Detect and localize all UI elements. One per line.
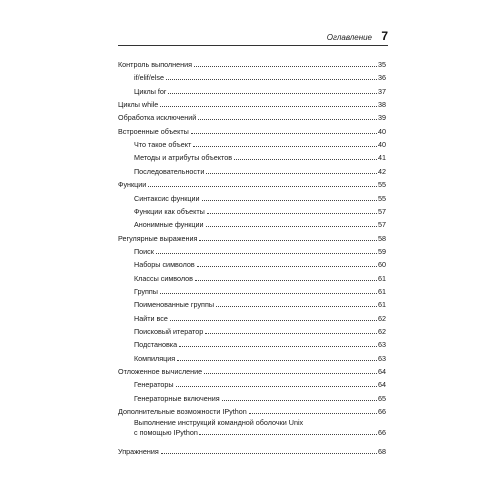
toc-entry-page: 37 — [378, 86, 386, 96]
running-header-title: Оглавление — [326, 33, 372, 42]
dot-leader — [160, 293, 377, 294]
toc-subentry — [134, 191, 386, 203]
toc-entry-label: Поиск — [134, 246, 154, 256]
toc-subentry — [134, 337, 386, 349]
dot-leader — [179, 346, 377, 347]
dot-leader — [199, 240, 377, 241]
toc-subentry — [134, 244, 386, 256]
toc-entry — [118, 110, 386, 122]
toc-entry-label: Подстановка — [134, 340, 178, 350]
header-rule — [118, 45, 388, 46]
toc-entry-label: Отложенное вычисление — [118, 367, 203, 377]
dot-leader — [170, 320, 377, 321]
toc-entry-label: Генераторные включения — [134, 393, 220, 403]
toc-subentry — [134, 351, 386, 363]
toc-entry-page: 64 — [378, 367, 386, 377]
toc-subentry — [134, 311, 386, 323]
toc-entry-label: Упражнения — [118, 447, 159, 457]
toc-entry-page: 59 — [378, 246, 386, 256]
dot-leader — [160, 106, 377, 107]
dot-leader — [197, 266, 377, 267]
dot-leader — [194, 66, 377, 67]
toc-entry-page: 62 — [378, 313, 386, 323]
toc-entry-page: 65 — [378, 393, 386, 403]
toc-entry-page: 66 — [378, 427, 386, 437]
toc-entry-page: 40 — [378, 140, 386, 150]
toc-entry-label: Методы и атрибуты объектов — [134, 153, 233, 163]
toc-entry — [118, 177, 386, 189]
toc-entry-page: 61 — [378, 300, 386, 310]
running-header — [118, 28, 388, 46]
toc-entry-page: 41 — [378, 153, 386, 163]
toc-subentry — [134, 324, 386, 336]
dot-leader — [198, 119, 377, 120]
toc-entry-label-line2: с помощью IPython — [134, 427, 198, 437]
dot-leader — [193, 146, 377, 147]
dot-leader — [222, 400, 377, 401]
toc-subentry — [134, 137, 386, 149]
toc-subentry — [134, 271, 386, 283]
dot-leader — [216, 306, 377, 307]
toc-entry-page: 35 — [378, 60, 386, 69]
dot-leader — [156, 253, 377, 254]
toc-entry-label: Последовательности — [134, 166, 205, 176]
toc-entry-page: 39 — [378, 113, 386, 123]
dot-leader — [207, 213, 377, 214]
toc-entry-page: 57 — [378, 220, 386, 230]
toc-entry-page: 68 — [378, 447, 386, 457]
toc-entry-label: Классы символов — [134, 273, 193, 283]
toc-entry-label: Генераторы — [134, 380, 174, 390]
dot-leader — [168, 93, 377, 94]
dot-leader — [206, 173, 377, 174]
toc-entry — [118, 404, 386, 416]
dot-leader — [205, 333, 377, 334]
toc-entry-page: 60 — [378, 260, 386, 270]
toc-entry-label-line1: Выполнение инструкций командной оболочки Unix — [134, 418, 304, 428]
toc-entry-label: Анонимные функции — [134, 220, 204, 230]
dot-leader — [161, 453, 377, 454]
dot-leader — [195, 280, 377, 281]
toc-subentry — [134, 284, 386, 296]
toc-entry-label: Поименованные группы — [134, 300, 214, 310]
toc-subentry — [134, 391, 386, 403]
dot-leader — [204, 373, 377, 374]
toc-entry-page: 42 — [378, 166, 386, 176]
dot-leader — [206, 226, 377, 227]
toc-entry-label: if/elif/else — [134, 73, 164, 83]
toc-entry-page: 36 — [378, 73, 386, 83]
dot-leader — [234, 159, 377, 160]
toc-subentry — [134, 204, 386, 216]
toc-entry-label: Компиляция — [134, 353, 176, 363]
toc-entry-page: 61 — [378, 273, 386, 283]
toc-entry-label: Регулярные выражения — [118, 233, 198, 243]
toc-entry-label: Функции — [118, 180, 147, 190]
toc-entry — [118, 364, 386, 376]
toc-entry-label: Найти все — [134, 313, 168, 323]
toc-entry-label: Циклы while — [118, 100, 159, 110]
toc-entry-label: Группы — [134, 286, 158, 296]
toc-entry-label: Что такое объект — [134, 140, 192, 150]
toc-entry-page: 55 — [378, 180, 386, 190]
toc-entry-label: Циклы for — [134, 86, 167, 96]
toc-entry-page: 38 — [378, 100, 386, 110]
dot-leader — [249, 413, 377, 414]
toc-subentry — [134, 217, 386, 229]
page-number: 7 — [381, 29, 388, 43]
toc-entry-page: 55 — [378, 193, 386, 203]
toc-entry-label: Синтаксис функции — [134, 193, 200, 203]
dot-leader — [202, 200, 378, 201]
toc-entry — [118, 444, 386, 456]
toc-entry-page: 63 — [378, 353, 386, 363]
dot-leader — [176, 386, 377, 387]
toc-entry-label: Функции как объекты — [134, 206, 205, 216]
toc-entry-label: Дополнительные возможности IPython — [118, 407, 247, 417]
toc-entry-label: Поисковый итератор — [134, 327, 204, 336]
toc-entry — [118, 97, 386, 109]
toc-entry-label: Обработка исключений — [118, 113, 197, 123]
toc-entry-line2 — [134, 428, 386, 437]
toc-entry-page: 63 — [378, 340, 386, 350]
dot-leader — [148, 186, 377, 187]
toc-entry-label: Контроль выполнения — [118, 60, 192, 69]
toc-subentry — [134, 257, 386, 269]
toc-subentry — [134, 70, 386, 82]
dot-leader — [191, 133, 377, 134]
toc-subentry — [134, 150, 386, 162]
toc-entry-page: 64 — [378, 380, 386, 390]
toc-entry-page: 66 — [378, 407, 386, 417]
toc-subentry — [134, 84, 386, 96]
toc-entry — [118, 57, 386, 69]
dot-leader — [166, 79, 377, 80]
toc-entry — [118, 231, 386, 243]
toc-subentry — [134, 377, 386, 389]
toc-entry-page: 61 — [378, 286, 386, 296]
toc-entry-page: 62 — [378, 327, 386, 336]
toc-entry — [118, 124, 386, 136]
toc-entry-label: Встроенные объекты — [118, 126, 189, 136]
toc-subentry-multiline — [134, 418, 386, 436]
toc-subentry — [134, 164, 386, 176]
toc-entry-page: 40 — [378, 126, 386, 136]
toc-entry-label: Наборы символов — [134, 260, 195, 270]
toc-entry-page: 57 — [378, 206, 386, 216]
toc-entry-page: 58 — [378, 233, 386, 243]
toc-subentry — [134, 297, 386, 309]
dot-leader — [199, 434, 377, 435]
dot-leader — [177, 360, 377, 361]
